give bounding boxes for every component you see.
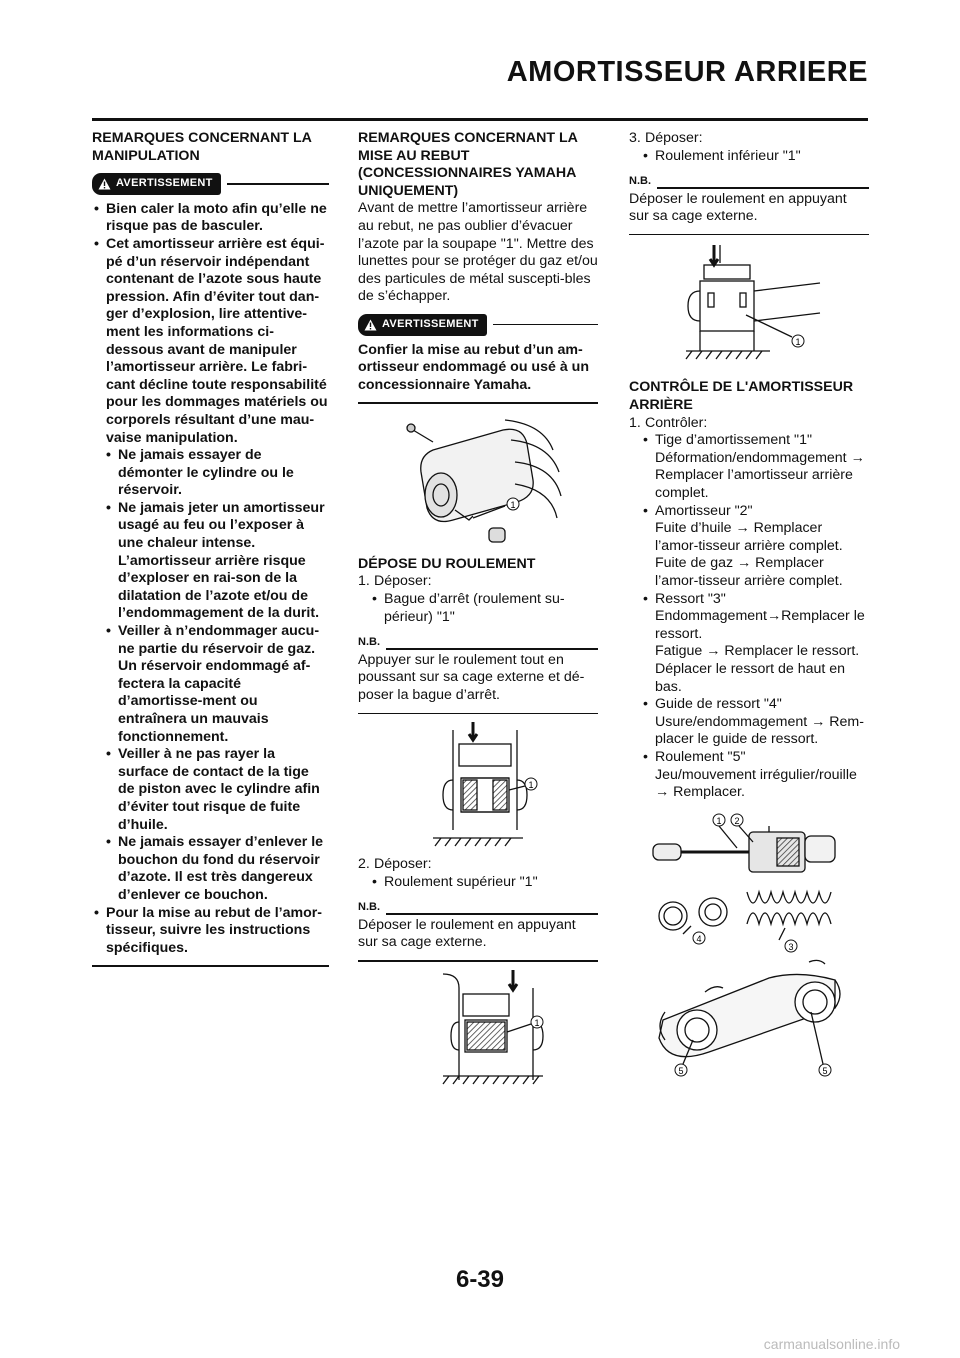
nb-end-rule xyxy=(629,234,869,236)
check-items xyxy=(629,432,869,801)
disposal-intro: Avant de mettre l’amortisseur arrière au rebut, ne pas oublier d’évacuer l’azote par la soupape "1". Mettre des lunettes pour se protéger du gaz et/ou des particules de métal suscepti-bles de s’échapper. xyxy=(358,200,598,305)
upper-bearing-removal-illustration xyxy=(403,968,553,1088)
check-item-name: • Amortisseur "2" xyxy=(655,502,753,519)
warning-banner xyxy=(358,314,598,336)
check-item-result: Fatigue → Remplacer le ressort. Déplacer le ressort de haut en bas. xyxy=(655,643,860,695)
warning-triangle-icon xyxy=(364,319,377,331)
warning-label: AVERTISSEMENT xyxy=(116,177,213,190)
warning-triangle-icon xyxy=(98,178,111,190)
step-2-items xyxy=(358,874,598,892)
check-item-result: Déformation/endommagement → Remplacer l’amortisseur arrière complet. xyxy=(655,449,865,502)
warning-badge xyxy=(92,173,221,195)
list-item: • Ne jamais jeter un amortisseur usagé au feu ou l’exposer à une chaleur intense. L’amortisseur arrière risque d’exploser en rai-son de la dilatation de l’azote et/ou de l’endommagement de la durit. xyxy=(104,500,329,623)
list-item: • Roulement inférieur "1" xyxy=(641,148,869,166)
list-item: • Ne jamais essayer d’enlever le bouchon du fond du réservoir d’azote. Il est très dangereux d’enlever ce bouchon. xyxy=(104,834,329,904)
warning-label: AVERTISSEMENT xyxy=(382,317,479,330)
list-item: • Ne jamais essayer de démonter le cylindre ou le réservoir. xyxy=(104,447,329,500)
warning-rule xyxy=(493,324,598,326)
list-item xyxy=(641,503,869,591)
warning-banner xyxy=(92,173,329,195)
stopper-ring-removal-illustration xyxy=(413,720,543,850)
check-item-result: Usure/endommagement → Rem-placer le guide de ressort. xyxy=(655,713,864,748)
disposal-heading: REMARQUES CONCERNANT LA MISE AU REBUT (CONCESSIONNAIRES YAMAHA UNIQUEMENT) xyxy=(358,130,578,199)
step-number: 3. xyxy=(629,130,641,146)
nb-end-rule xyxy=(358,960,598,962)
nb-banner xyxy=(358,634,598,652)
list-item: • Veiller à ne pas rayer la surface de contact de la tige de piston avec le cylindre afin d’éviter tout risque de fuite d’huile. xyxy=(104,746,329,834)
step-2 xyxy=(358,856,598,874)
callout-1: 1 xyxy=(716,815,722,826)
nb-banner xyxy=(629,173,869,191)
handling-last-bullet xyxy=(92,905,329,958)
list-item xyxy=(641,749,869,802)
check-step xyxy=(629,415,869,433)
check-item-result: Jeu/mouvement irrégulier/rouille → Remplacer. xyxy=(655,766,857,801)
nb-label: N.B. xyxy=(358,636,380,649)
warning-rule xyxy=(227,183,329,185)
step-3-items xyxy=(629,148,869,166)
nb-label: N.B. xyxy=(629,175,651,188)
list-item: • Bague d’arrêt (roulement su-périeur) "1" xyxy=(370,591,598,626)
check-item-name: • Guide de ressort "4" xyxy=(655,696,782,713)
footer-watermark: carmanualsonline.info xyxy=(763,1336,900,1352)
step-1-items xyxy=(358,591,598,626)
page-header-title: AMORTISSEUR ARRIERE xyxy=(506,56,868,88)
callout-2: 2 xyxy=(734,815,740,826)
bearing-removal-heading: DÉPOSE DU ROULEMENT xyxy=(358,555,536,572)
list-item xyxy=(641,432,869,502)
inspection-heading: CONTRÔLE DE L'AMORTISSEUR ARRIÈRE xyxy=(629,379,854,414)
list-item: • Cet amortisseur arrière est équi-pé d’un réservoir indépendant contenant de l’azote sous haute pression. Afin d’éviter tout dan-ger d’explosion, lire attentive-ment les informations ci-dessous avant de manipuler l’amortisseur arrière. Le fabri-cant décline toute responsabilité pour les dommages matériels ou corporels résultant d’une mau-vaise manipulation. xyxy=(92,236,329,447)
handling-sub-bullets xyxy=(92,447,329,904)
step-label: Contrôler: xyxy=(645,414,708,431)
step-label: Déposer: xyxy=(374,573,432,590)
callout-1: 1 xyxy=(795,337,801,348)
step-label: Déposer: xyxy=(645,130,703,146)
list-item: • Pour la mise au rebut de l’amor-tisseur, suivre les instructions spécifiques. xyxy=(92,905,329,958)
list-item xyxy=(641,696,869,749)
warning-end-rule xyxy=(358,402,598,404)
nb-text: Déposer le roulement en appuyant sur sa cage externe. xyxy=(629,190,847,225)
check-item-result: Fuite de gaz → Remplacer l’amor-tisseur arrière complet. xyxy=(655,555,843,589)
lower-bearing-removal-illustration xyxy=(674,241,824,371)
nb-end-rule xyxy=(358,713,598,715)
header-rule xyxy=(92,118,868,121)
check-item-result: Fuite d’huile → Remplacer l’amor-tisseur arrière complet. xyxy=(655,520,843,554)
step-1 xyxy=(358,573,598,591)
nb-banner xyxy=(358,899,598,917)
column-2 xyxy=(358,130,598,1088)
warning-badge xyxy=(358,314,487,336)
column-1 xyxy=(92,130,329,973)
callout-4: 4 xyxy=(696,933,702,944)
step-number: 2. xyxy=(358,856,370,873)
callout-1: 1 xyxy=(528,780,534,791)
nb-text: Appuyer sur le roulement tout en poussant sur sa cage externe et dé-poser la bague d’arrêt. xyxy=(358,651,585,703)
disposal-warning-text: Confier la mise au rebut d’un am-ortisseur endommagé ou usé à un concessionnaire Yamaha. xyxy=(358,341,589,393)
nb-label: N.B. xyxy=(358,901,380,914)
callout-5: 5 xyxy=(822,1065,828,1076)
shock-valve-illustration xyxy=(393,410,563,550)
nb-text: Déposer le roulement en appuyant sur sa cage externe. xyxy=(358,916,576,951)
check-item-result: Endommagement→Remplacer le ressort. xyxy=(655,608,865,642)
nb-rule xyxy=(386,913,598,915)
column-3 xyxy=(629,130,869,1082)
shock-components-illustration xyxy=(649,812,849,1082)
check-item-name: • Tige d’amortissement "1" xyxy=(655,432,812,449)
list-item: • Roulement supérieur "1" xyxy=(370,874,598,892)
handling-heading: REMARQUES CONCERNANT LA MANIPULATION xyxy=(92,130,312,164)
callout-5: 5 xyxy=(678,1065,684,1076)
step-label: Déposer: xyxy=(374,856,432,873)
callout-1: 1 xyxy=(534,1017,540,1028)
page-number: 6-39 xyxy=(455,1266,505,1293)
callout-1: 1 xyxy=(510,499,516,510)
check-item-name: • Ressort "3" xyxy=(655,590,726,607)
callout-3: 3 xyxy=(788,941,794,952)
warning-end-rule xyxy=(92,965,329,967)
step-number: 1. xyxy=(629,414,641,431)
nb-rule xyxy=(386,648,598,650)
list-item: • Veiller à n’endommager aucu-ne partie du réservoir de gaz. Un réservoir endommagé af-fectera la capacité d’amortisse-ment ou entraînera un mauvais fonctionnement. xyxy=(104,623,329,746)
step-number: 1. xyxy=(358,573,370,590)
handling-bullets xyxy=(92,201,329,447)
nb-rule xyxy=(657,187,869,189)
step-3 xyxy=(629,130,869,148)
list-item xyxy=(641,591,869,697)
check-item-name: • Roulement "5" xyxy=(655,748,746,765)
list-item: • Bien caler la moto afin qu’elle ne risque pas de basculer. xyxy=(92,201,329,236)
